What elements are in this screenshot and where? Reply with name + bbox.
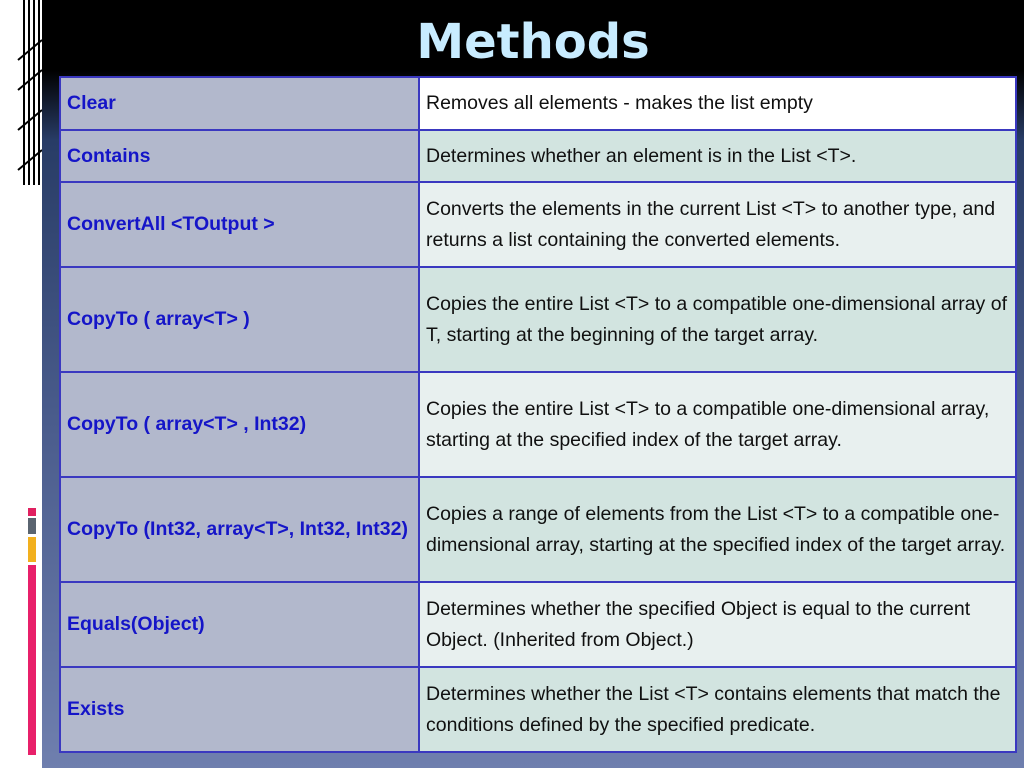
decorative-lines — [0, 0, 42, 190]
method-name: CopyTo (Int32, array<T>, Int32, Int32) — [60, 477, 419, 582]
method-description: Converts the elements in the current List <T> to another type, and returns a list containing the converted elements. — [419, 182, 1016, 267]
method-name: Equals(Object) — [60, 582, 419, 667]
method-description: Copies the entire List <T> to a compatible one-dimensional array of T, starting at the beginning of the target array. — [419, 267, 1016, 372]
table-row — [60, 77, 1016, 130]
accent-bar-pink — [28, 565, 36, 755]
method-description: Removes all elements - makes the list empty — [419, 77, 1016, 130]
table-row — [60, 372, 1016, 477]
accent-bar-gray — [28, 518, 36, 534]
slide-title: Methods — [416, 14, 650, 70]
method-description: Determines whether the List <T> contains elements that match the conditions defined by the specified predicate. — [419, 667, 1016, 752]
accent-bar-red — [28, 508, 36, 516]
method-name: Contains — [60, 130, 419, 182]
method-name: ConvertAll <TOutput > — [60, 182, 419, 267]
table-row — [60, 582, 1016, 667]
table-row — [60, 182, 1016, 267]
method-name: CopyTo ( array<T> ) — [60, 267, 419, 372]
methods-table — [59, 76, 1017, 753]
method-description: Copies the entire List <T> to a compatible one-dimensional array, starting at the specified index of the target array. — [419, 372, 1016, 477]
table-row — [60, 667, 1016, 752]
table-row — [60, 130, 1016, 182]
table-row — [60, 267, 1016, 372]
method-name: Clear — [60, 77, 419, 130]
method-description: Determines whether the specified Object is equal to the current Object. (Inherited from Object.) — [419, 582, 1016, 667]
method-description: Copies a range of elements from the List <T> to a compatible one-dimensional array, starting at the specified index of the target array. — [419, 477, 1016, 582]
method-description: Determines whether an element is in the List <T>. — [419, 130, 1016, 182]
method-name: CopyTo ( array<T> , Int32) — [60, 372, 419, 477]
accent-bar-gold — [28, 537, 36, 562]
slide-left-border — [0, 0, 42, 768]
table-row — [60, 477, 1016, 582]
method-name: Exists — [60, 667, 419, 752]
